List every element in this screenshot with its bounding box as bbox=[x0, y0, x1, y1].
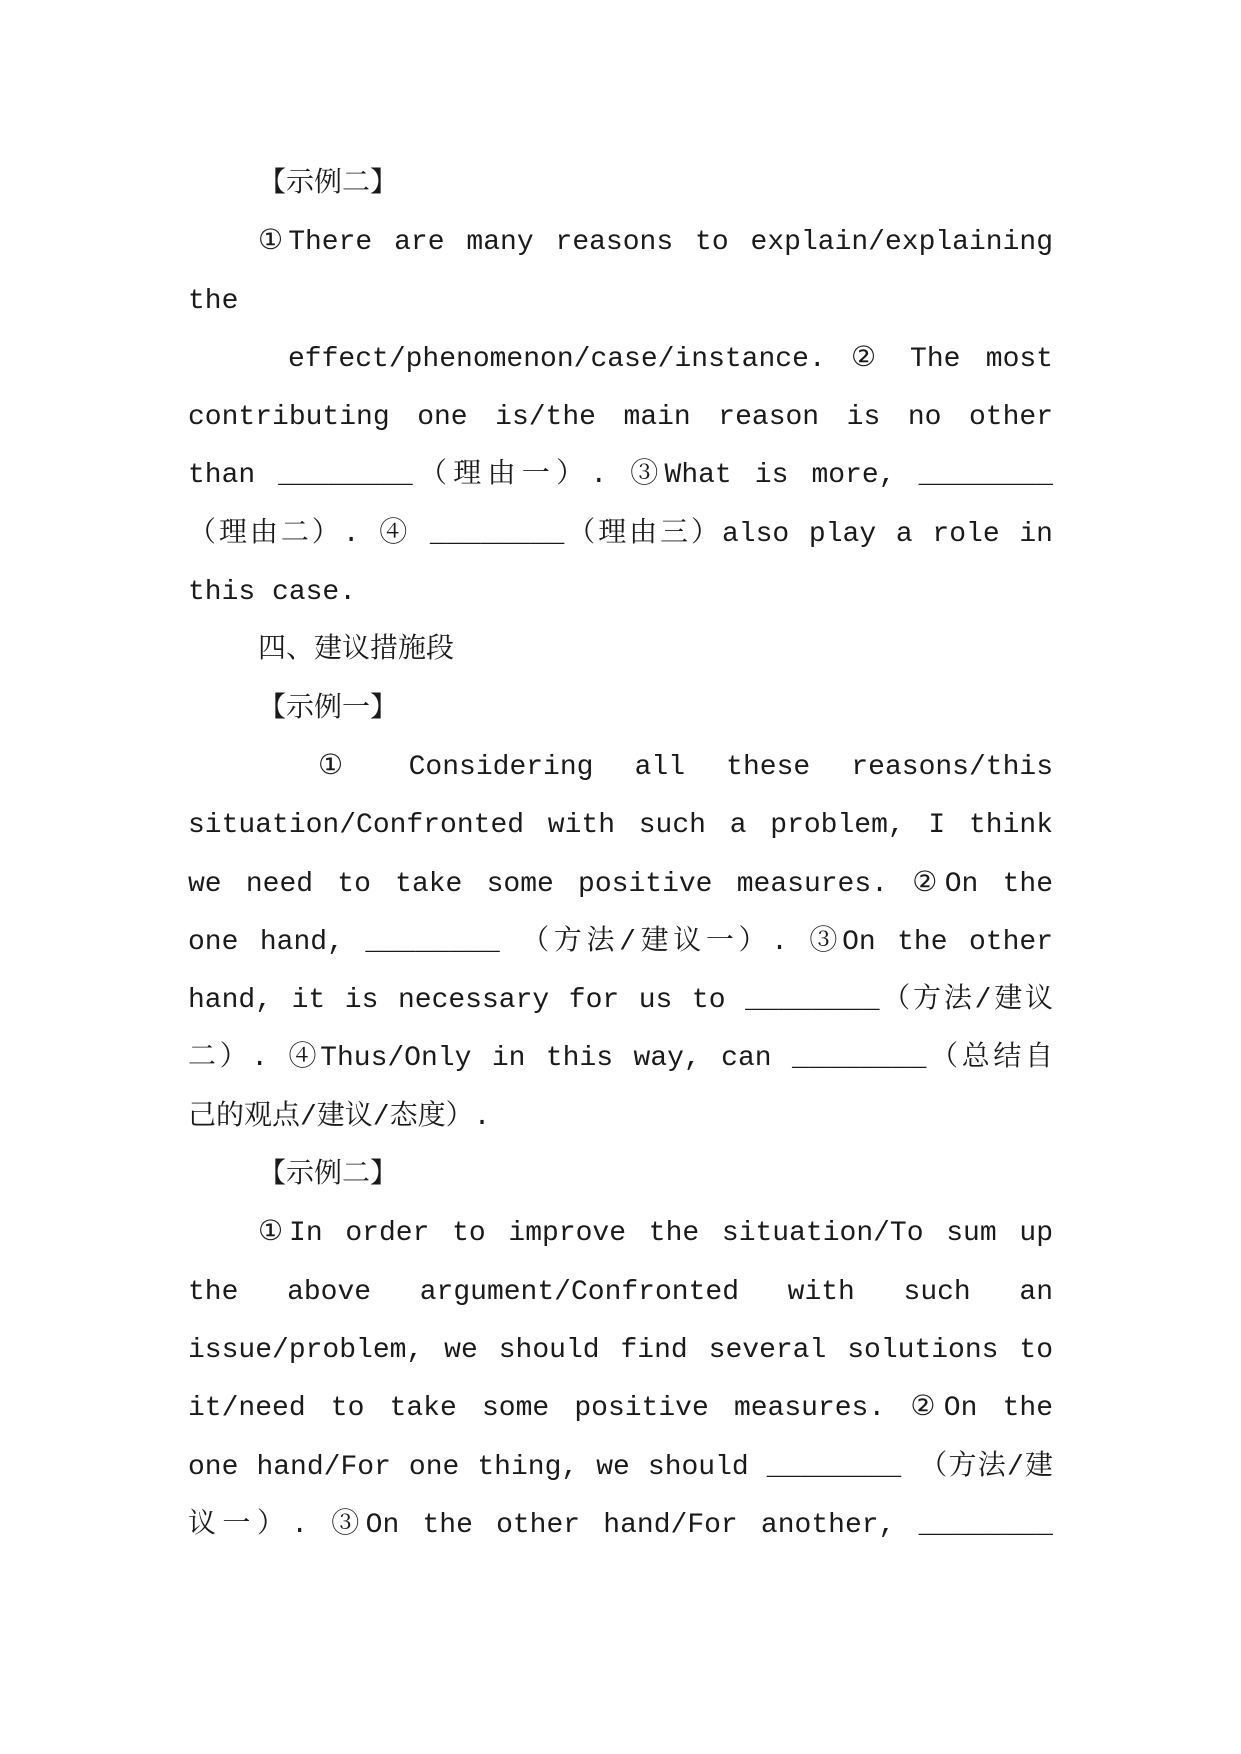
text-line: the above argument/Confronted with such an bbox=[188, 1276, 1053, 1308]
text-line: the bbox=[188, 285, 239, 317]
text-line: ①There are many reasons to explain/explaining bbox=[258, 227, 1053, 259]
text-line: it/need to take some positive measures. ②On the bbox=[188, 1393, 1053, 1425]
text-line: 【示例二】 bbox=[258, 1160, 399, 1192]
text-line: （理由二）. ④ ________（理由三）also play a role in bbox=[188, 518, 1053, 550]
text-line: hand, it is necessary for us to ________（方法/建议 bbox=[188, 985, 1053, 1017]
text-line: 四、建议措施段 bbox=[258, 635, 455, 667]
text-line: contributing one is/the main reason is no other bbox=[188, 402, 1053, 434]
text-line: 二）. ④Thus/Only in this way, can ________（总结自 bbox=[188, 1043, 1053, 1075]
text-line: effect/phenomenon/case/instance. ② The most bbox=[288, 343, 1053, 375]
text-line: than ________（理由一）. ③What is more, ________ bbox=[188, 460, 1053, 492]
text-line: ①In order to improve the situation/To sum up bbox=[258, 1218, 1053, 1250]
text-line: 【示例一】 bbox=[258, 693, 399, 725]
document-page bbox=[188, 156, 1053, 1555]
text-line: this case. bbox=[188, 577, 357, 609]
text-line: situation/Confronted with such a problem, I think bbox=[188, 810, 1053, 842]
text-line: one hand, ________ （方法/建议一）. ③On the other bbox=[188, 926, 1053, 958]
text-line: we need to take some positive measures. ②On the bbox=[188, 868, 1053, 900]
text-line: 【示例二】 bbox=[258, 169, 399, 200]
text-line: 议一）. ③On the other hand/For another, ________ bbox=[188, 1509, 1053, 1541]
text-line: one hand/For one thing, we should ________ （方法/建 bbox=[188, 1451, 1053, 1483]
text-line: ① Considering all these reasons/this bbox=[318, 751, 1053, 783]
text-line: 己的观点/建议/态度）. bbox=[188, 1101, 491, 1133]
text-line: issue/problem, we should find several solutions to bbox=[188, 1334, 1053, 1366]
